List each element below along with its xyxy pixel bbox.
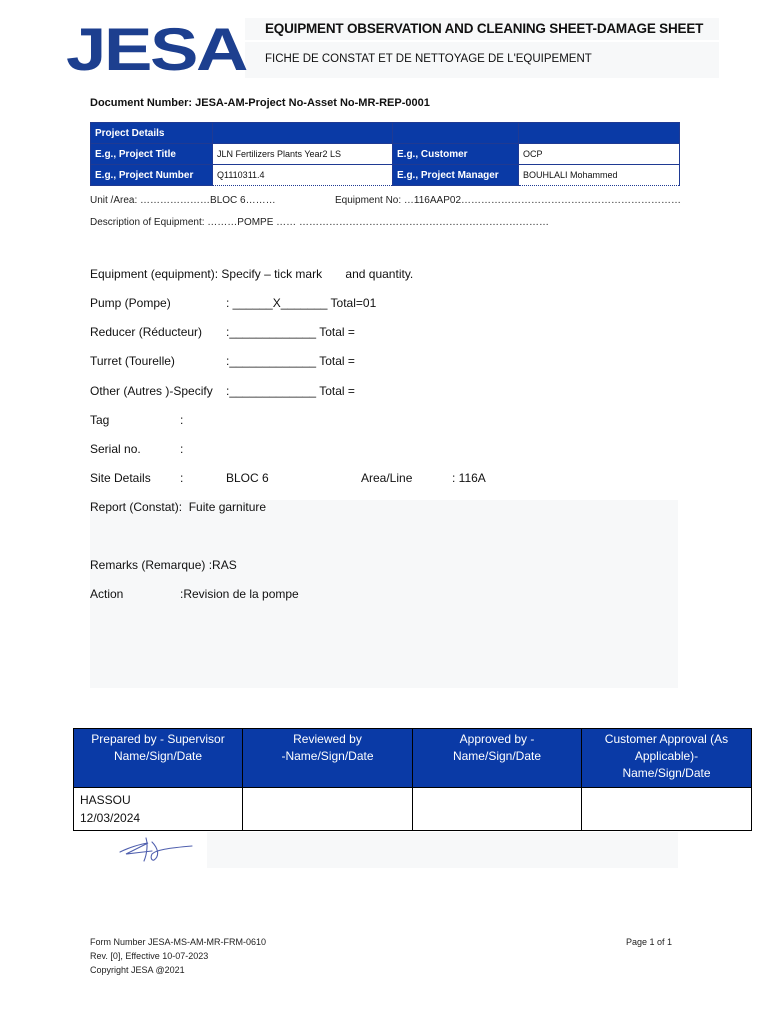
item-turret-label: Turret (Tourelle) [90, 354, 175, 368]
serial-value: : [180, 442, 184, 456]
item-pump-label: Pump (Pompe) [90, 296, 171, 310]
page-title: EQUIPMENT OBSERVATION AND CLEANING SHEET-DAMAGE SHEET [265, 21, 704, 36]
approved-by-header: Approved by - Name/Sign/Date [413, 729, 582, 788]
project-details-table [90, 122, 680, 186]
project-title-label: E.g., Project Title [91, 144, 213, 165]
site-details-colon: : [180, 471, 184, 485]
action-label: Action [90, 587, 124, 601]
project-number-label: E.g., Project Number [91, 165, 213, 186]
item-pump-value: : ______X_______ Total=01 [226, 296, 377, 310]
customer-label: E.g., Customer [393, 144, 519, 165]
copyright: Copyright JESA @2021 [90, 965, 185, 975]
report-text: Report (Constat): Fuite garniture [90, 500, 267, 514]
form-number: Form Number JESA-MS-AM-MR-FRM-0610 [90, 937, 267, 947]
logo-text: JESA [66, 20, 247, 74]
item-turret-value: :_____________ Total = [226, 354, 355, 368]
equipment-intro: Equipment (equipment): Specify – tick mark and quantity. [90, 267, 414, 281]
item-reducer-value: :_____________ Total = [226, 325, 355, 339]
item-other-value: :_____________ Total = [226, 384, 355, 398]
reviewed-by-header: Reviewed by -Name/Sign/Date [243, 729, 413, 788]
project-details-heading: Project Details [91, 123, 213, 144]
approval-table [73, 728, 752, 831]
tag-value: : [180, 413, 184, 427]
equipment-no: Equipment No: …116AAP02………………………………………………………… [335, 195, 682, 206]
prepared-by-cell [74, 788, 243, 831]
project-manager-value: BOUHLALI Mohammed [519, 165, 680, 186]
serial-label: Serial no. [90, 442, 141, 456]
revision: Rev. [0], Effective 10-07-2023 [90, 951, 209, 961]
remarks-text: Remarks (Remarque) :RAS [90, 558, 237, 572]
footer-block [90, 935, 266, 977]
report-shade [90, 500, 678, 688]
prepared-by-header: Prepared by - Supervisor Name/Sign/Date [74, 729, 243, 788]
handwritten-signature [118, 834, 194, 864]
reviewed-by-cell [243, 788, 413, 831]
signature-shade [207, 832, 678, 868]
document-number: Document Number: JESA-AM-Project No-Asset No-MR-REP-0001 [90, 97, 430, 109]
unit-area: Unit /Area: …………………BLOC 6……… [90, 195, 276, 206]
site-details-value: BLOC 6 [226, 471, 269, 485]
action-value: :Revision de la pompe [180, 587, 299, 601]
area-line-label: Area/Line [361, 471, 413, 485]
project-number-value: Q1110311.4 [213, 165, 393, 186]
site-details-label: Site Details [90, 471, 151, 485]
jesa-logo [66, 20, 248, 74]
project-manager-label: E.g., Project Manager [393, 165, 519, 186]
tag-label: Tag [90, 413, 110, 427]
approved-by-cell [413, 788, 582, 831]
customer-approval-cell [582, 788, 752, 831]
item-reducer-label: Reducer (Réducteur) [90, 325, 203, 339]
page-subtitle: FICHE DE CONSTAT ET DE NETTOYAGE DE L'EQUIPEMENT [265, 53, 592, 65]
customer-approval-header: Customer Approval (As Applicable)- Name/Sign/Date [582, 729, 752, 788]
page-number: Page 1 of 1 [626, 937, 673, 947]
area-line-value: : 116A [452, 471, 486, 485]
customer-value: OCP [519, 144, 680, 165]
prepared-date: 12/03/2024 [80, 811, 141, 825]
prepared-name: HASSOU [80, 793, 131, 807]
description-of-equipment: Description of Equipment: ………POMPE …… ………………………………………………………………… [90, 217, 549, 228]
project-title-value: JLN Fertilizers Plants Year2 LS [213, 144, 393, 165]
item-other-label: Other (Autres )-Specify [90, 384, 213, 398]
